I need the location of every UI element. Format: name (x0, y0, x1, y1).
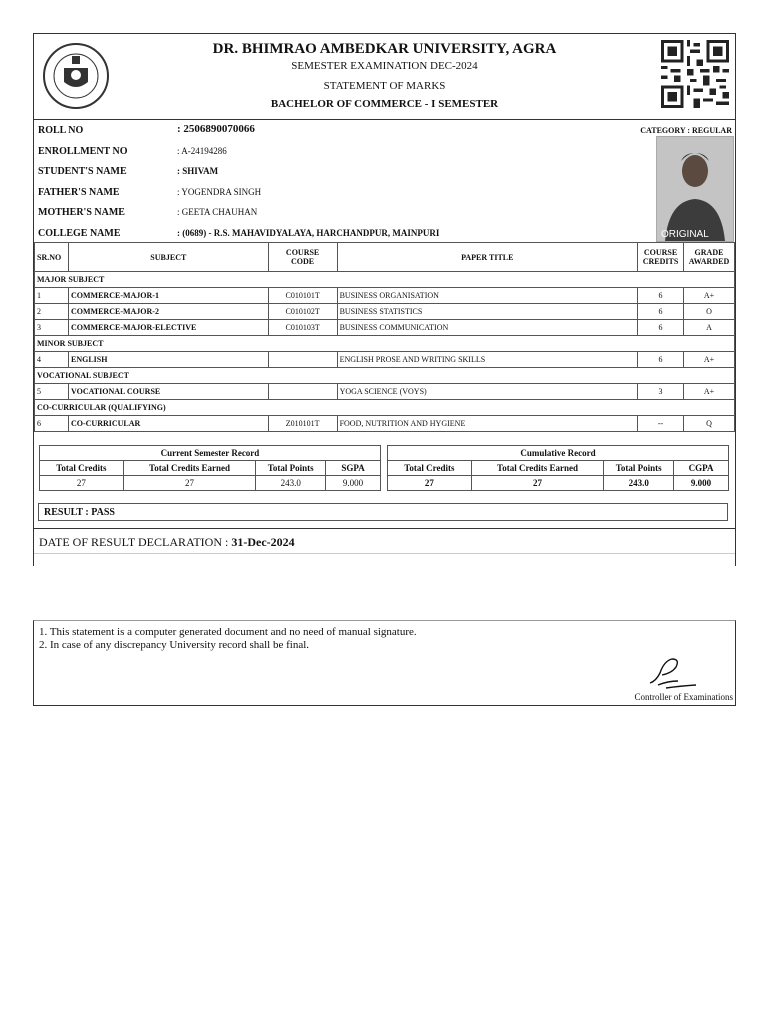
course-credits: 6 (638, 320, 684, 336)
paper-title: FOOD, NUTRITION AND HYGIENE (337, 416, 637, 432)
current-total-points: 243.0 (256, 476, 326, 491)
university-name: DR. BHIMRAO AMBEDKAR UNIVERSITY, AGRA (212, 41, 557, 57)
table-row (35, 304, 735, 320)
current-total-points-label: Total Points (256, 461, 326, 476)
section-row (35, 336, 735, 352)
note-2: 2. In case of any discrepancy University record shall be final. (39, 639, 310, 651)
father-name-value: : YOGENDRA SINGH (177, 187, 262, 197)
roll-label: ROLL NO (38, 125, 84, 136)
current-total-credits: 27 (40, 476, 124, 491)
person-photo-icon (657, 137, 733, 241)
enrollment-label: ENROLLMENT NO (38, 146, 128, 157)
sr-no: 3 (35, 320, 69, 336)
cum-total-credits: 27 (388, 476, 472, 491)
course-code (268, 352, 337, 368)
course-code (268, 384, 337, 400)
table-row (35, 352, 735, 368)
subject: COMMERCE-MAJOR-ELECTIVE (68, 320, 268, 336)
signatory-label: Controller of Examinations (634, 692, 733, 702)
mother-name-label: MOTHER'S NAME (38, 207, 125, 218)
subject: CO-CURRICULAR (68, 416, 268, 432)
subject: COMMERCE-MAJOR-2 (68, 304, 268, 320)
student-name-label: STUDENT'S NAME (38, 166, 127, 177)
enrollment-value: : A-24194286 (177, 146, 227, 156)
student-info (34, 120, 735, 242)
course-credits: 6 (638, 304, 684, 320)
cumulative-record-title: Cumulative Record (388, 446, 729, 461)
sr-no: 1 (35, 288, 69, 304)
paper-title: ENGLISH PROSE AND WRITING SKILLS (337, 352, 637, 368)
current-credits-earned: 27 (123, 476, 256, 491)
section-name: MINOR SUBJECT (35, 336, 735, 352)
sr-no: 4 (35, 352, 69, 368)
sgpa-label: SGPA (326, 461, 381, 476)
current-record-title: Current Semester Record (40, 446, 381, 461)
cum-credits-earned: 27 (471, 476, 604, 491)
grade: A+ (683, 288, 734, 304)
cum-total-points-label: Total Points (604, 461, 674, 476)
statement-title: STATEMENT OF MARKS (323, 80, 446, 92)
roll-value: : 2506890070066 (177, 123, 255, 135)
course-credits: 6 (638, 288, 684, 304)
programme-name: BACHELOR OF COMMERCE - I SEMESTER (270, 98, 499, 110)
section-name: VOCATIONAL SUBJECT (35, 368, 735, 384)
grade: A+ (683, 384, 734, 400)
college-name-label: COLLEGE NAME (38, 228, 121, 239)
result-status: RESULT : PASS (38, 503, 728, 521)
subject: COMMERCE-MAJOR-1 (68, 288, 268, 304)
photo-watermark: ORIGINAL (661, 229, 709, 240)
notes-box (33, 620, 736, 706)
col-subject: SUBJECT (68, 243, 268, 272)
course-credits: 6 (638, 352, 684, 368)
college-name-value: : (0689) - R.S. MAHAVIDYALAYA, HARCHANDPUR, MAINPURI (177, 228, 440, 238)
current-semester-record (39, 445, 381, 491)
table-row (35, 320, 735, 336)
section-row (35, 400, 735, 416)
current-total-credits-label: Total Credits (40, 461, 124, 476)
col-grade: GRADE AWARDED (683, 243, 734, 272)
col-credits: COURSE CREDITS (638, 243, 684, 272)
grade: Q (683, 416, 734, 432)
cumulative-record (387, 445, 729, 491)
course-code: C010103T (268, 320, 337, 336)
table-row (35, 288, 735, 304)
mother-name-value: : GEETA CHAUHAN (177, 207, 258, 217)
col-course-code: COURSE CODE (268, 243, 337, 272)
paper-title: BUSINESS COMMUNICATION (337, 320, 637, 336)
course-credits: -- (638, 416, 684, 432)
course-code: C010101T (268, 288, 337, 304)
section-name: CO-CURRICULAR (QUALIFYING) (35, 400, 735, 416)
qr-code-icon (661, 40, 729, 108)
sr-no: 5 (35, 384, 69, 400)
table-row (35, 384, 735, 400)
section-row (35, 368, 735, 384)
note-1: 1. This statement is a computer generated document and no need of manual signature. (39, 626, 417, 638)
result-declaration (34, 528, 735, 554)
grade: O (683, 304, 734, 320)
sr-no: 6 (35, 416, 69, 432)
signature-icon (640, 655, 700, 691)
category: CATEGORY : REGULAR (640, 126, 732, 135)
paper-title: BUSINESS STATISTICS (337, 304, 637, 320)
cum-credits-earned-label: Total Credits Earned (471, 461, 604, 476)
col-srno: SR.NO (35, 243, 69, 272)
grade: A (683, 320, 734, 336)
course-credits: 3 (638, 384, 684, 400)
marksheet (33, 33, 736, 566)
cgpa-label: CGPA (674, 461, 729, 476)
course-code: Z010101T (268, 416, 337, 432)
student-photo (656, 136, 734, 242)
declaration-date: 31-Dec-2024 (231, 535, 295, 549)
col-paper-title: PAPER TITLE (337, 243, 637, 272)
paper-title: BUSINESS ORGANISATION (337, 288, 637, 304)
table-row (35, 416, 735, 432)
grade: A+ (683, 352, 734, 368)
section-name: MAJOR SUBJECT (35, 272, 735, 288)
cum-total-points: 243.0 (604, 476, 674, 491)
header (34, 34, 735, 120)
marks-table (34, 242, 735, 432)
student-name-value: : SHIVAM (177, 166, 219, 176)
declaration-label: DATE OF RESULT DECLARATION : (39, 535, 232, 549)
sr-no: 2 (35, 304, 69, 320)
course-code: C010102T (268, 304, 337, 320)
table-header (35, 243, 735, 272)
exam-name: SEMESTER EXAMINATION DEC-2024 (291, 60, 478, 72)
cgpa-value: 9.000 (674, 476, 729, 491)
subject: ENGLISH (68, 352, 268, 368)
section-row (35, 272, 735, 288)
father-name-label: FATHER'S NAME (38, 187, 120, 198)
current-credits-earned-label: Total Credits Earned (123, 461, 256, 476)
paper-title: YOGA SCIENCE (VOYS) (337, 384, 637, 400)
subject: VOCATIONAL COURSE (68, 384, 268, 400)
cum-total-credits-label: Total Credits (388, 461, 472, 476)
sgpa-value: 9.000 (326, 476, 381, 491)
